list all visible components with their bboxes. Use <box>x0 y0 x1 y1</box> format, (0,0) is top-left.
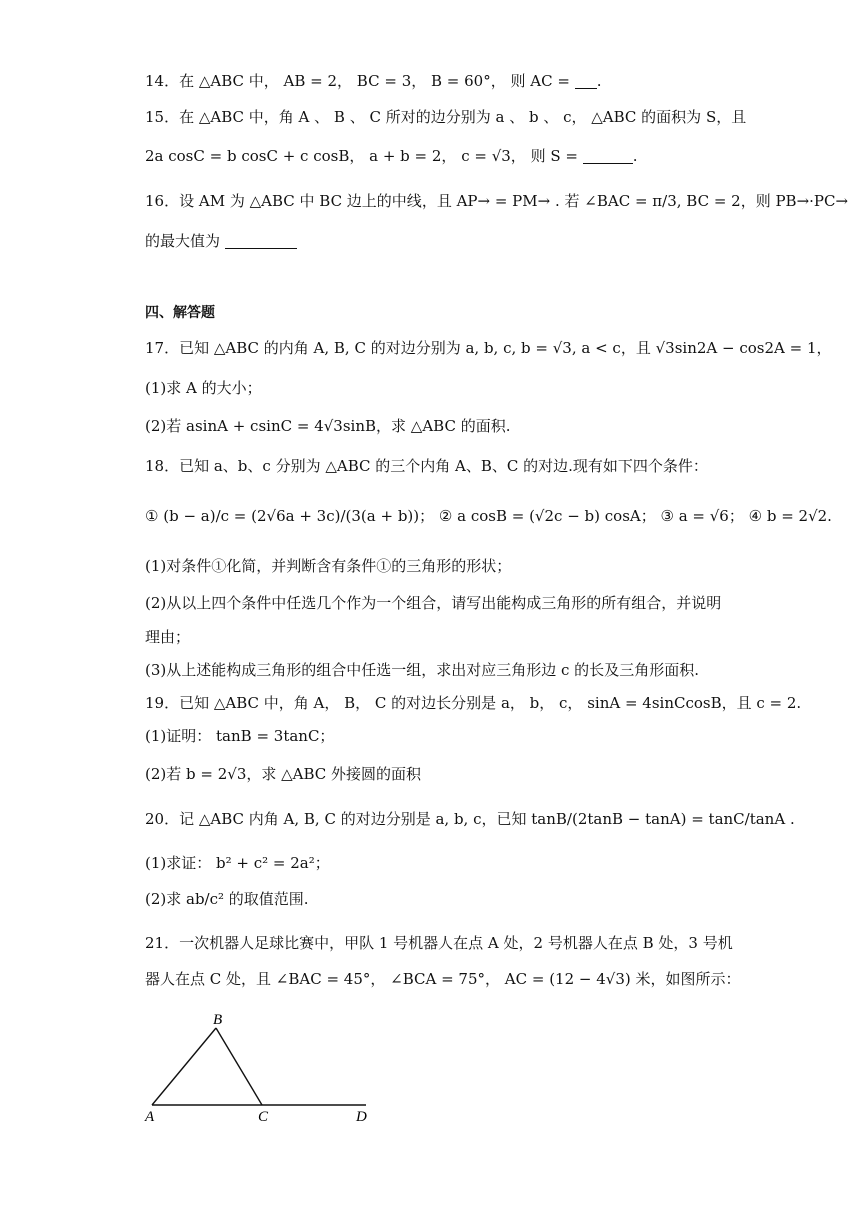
problem-14 <box>145 70 601 92</box>
problem-16-line-1 <box>145 190 848 212</box>
problem-17-part-1: (1)求 A 的大小； <box>145 379 262 397</box>
problem-18-part-2-line-1: (2)从以上四个条件中任选几个作为一个组合，请写出能构成三角形的所有组合，并说明 <box>145 594 722 612</box>
label-c: C <box>258 1109 269 1125</box>
answer-blank <box>575 72 597 89</box>
label-b: B <box>213 1012 223 1028</box>
label-d: D <box>356 1109 367 1125</box>
problem-14-text: 14．在 △ABC 中， AB = 2， BC = 3， B = 60°， 则 AC = <box>145 72 570 90</box>
problem-18-part-1: (1)对条件①化简，并判断含有条件①的三角形的形状； <box>145 557 512 575</box>
problem-16-line-2 <box>145 230 297 252</box>
problem-20-line-1: 20．记 △ABC 内角 A, B, C 的对边分别是 a, b, c，已知 tanB/(2tanB − tanA) = tanC/tanA . <box>145 810 795 828</box>
problem-19-part-1: (1)证明： tanB = 3tanC； <box>145 727 335 745</box>
problem-19-part-2: (2)若 b = 2√3，求 △ABC 外接圆的面积 <box>145 765 422 783</box>
problem-16-text: 16．设 AM 为 △ABC 中 BC 边上的中线，且 AP→ = PM→ . 若 ∠BAC = π/3, BC = 2，则 PB→·PC→ <box>145 192 849 210</box>
problem-15-text: 15．在 △ABC 中，角 A 、 B 、 C 所对的边分别为 a 、 b 、 c， △ABC 的面积为 S，且 <box>145 108 747 126</box>
problem-15-line-1 <box>145 106 746 128</box>
side-bc <box>216 1028 262 1105</box>
problem-19-line-1: 19．已知 △ABC 中，角 A， B， C 的对边长分别是 a， b， c， sinA = 4sinCcosB，且 c = 2. <box>145 694 802 712</box>
label-a: A <box>145 1109 155 1125</box>
section-heading: 四、解答题 <box>145 305 215 321</box>
problem-18-conditions: ① (b − a)/c = (2√6a + 3c)/(3(a + b))； ② a cosB = (√2c − b) cosA； ③ a = √6； ④ b = 2√2. <box>145 507 832 525</box>
answer-blank <box>583 147 633 164</box>
triangle-figure <box>138 1008 378 1128</box>
problem-18-part-3: (3)从上述能构成三角形的组合中任选一组，求出对应三角形边 c 的长及三角形面积. <box>145 661 699 679</box>
problem-21-line-2: 器人在点 C 处，且 ∠BAC = 45°， ∠BCA = 75°， AC = (12 − 4√3) 米，如图所示： <box>145 970 741 988</box>
problem-17-line-1: 17．已知 △ABC 的内角 A, B, C 的对边分别为 a, b, c, b = √3, a < c，且 √3sin2A − cos2A = 1， <box>145 339 832 357</box>
problem-18-line-1: 18．已知 a、b、c 分别为 △ABC 的三个内角 A、B、C 的对边.现有如下四个条件： <box>145 457 708 475</box>
problem-21-line-1: 21．一次机器人足球比赛中，甲队 1 号机器人在点 A 处，2 号机器人在点 B 处，3 号机 <box>145 934 733 952</box>
problem-20-part-2: (2)求 ab/c² 的取值范围. <box>145 890 309 908</box>
problem-16-text-2: 的最大值为 <box>145 232 221 250</box>
answer-blank <box>225 232 297 249</box>
side-ab <box>152 1028 216 1105</box>
problem-15-line-2 <box>145 145 638 167</box>
problem-15-text-2: 2a cosC = b cosC + c cosB， a + b = 2， c = √3， 则 S = <box>145 147 578 165</box>
problem-18-part-2-line-2: 理由； <box>145 628 191 646</box>
problem-20-part-1: (1)求证： b² + c² = 2a²； <box>145 854 330 872</box>
problem-17-part-2: (2)若 asinA + csinC = 4√3sinB，求 △ABC 的面积. <box>145 417 511 435</box>
problem-14-end: . <box>596 72 602 90</box>
problem-15-end: . <box>632 147 638 165</box>
